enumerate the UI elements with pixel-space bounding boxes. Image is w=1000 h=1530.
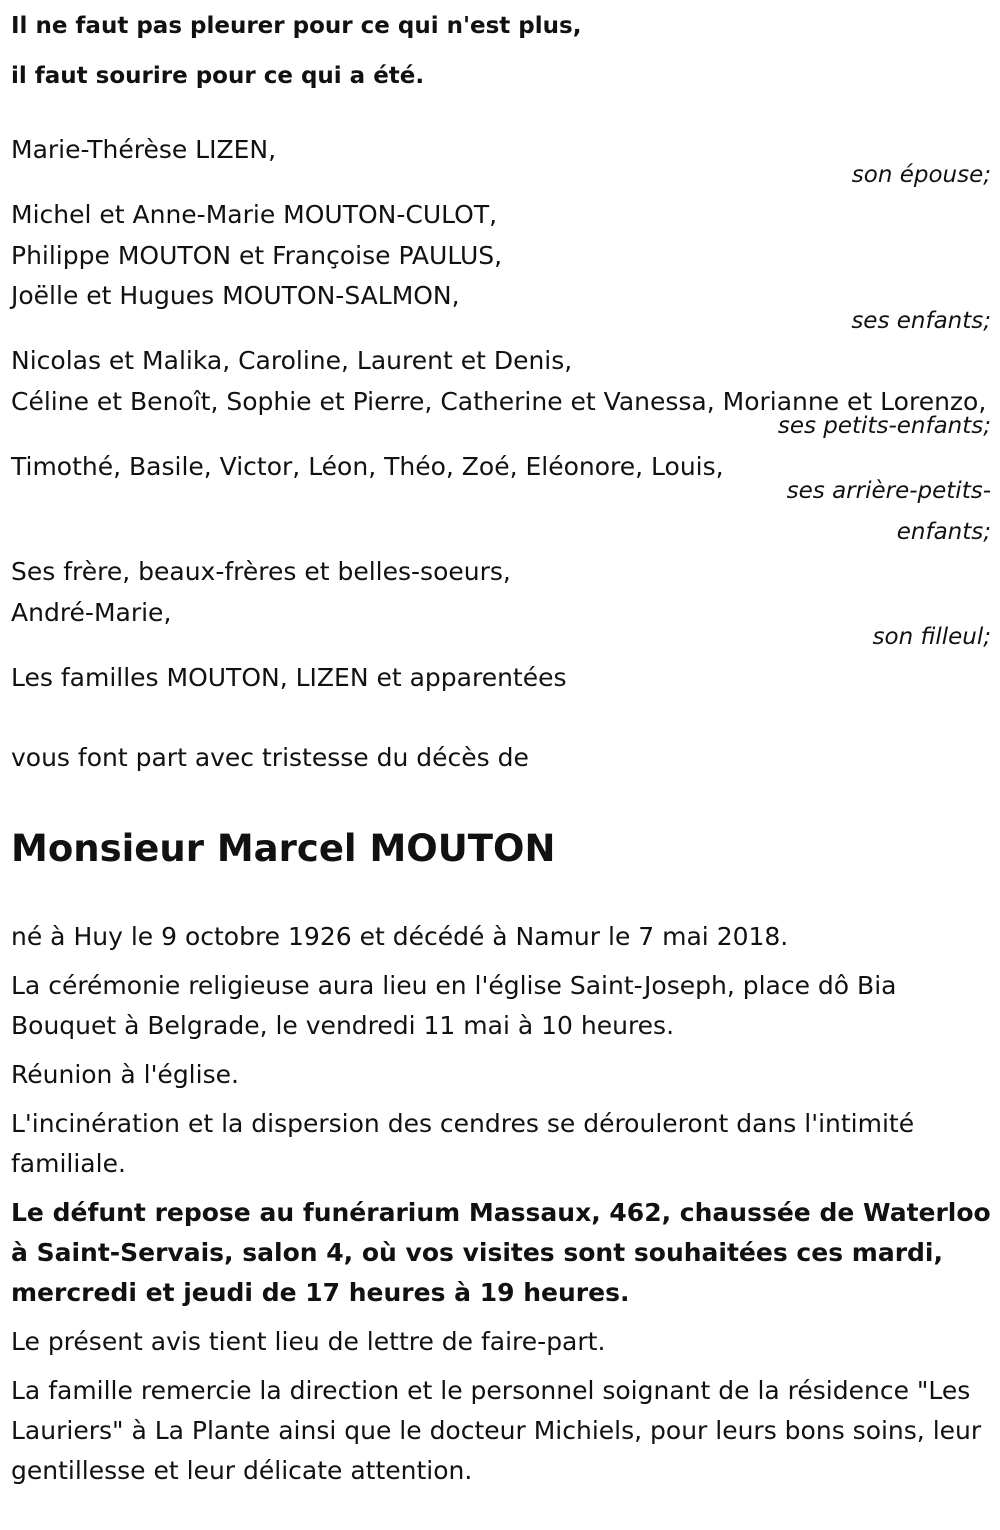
announcement-line: vous font part avec tristesse du décès de	[11, 743, 529, 772]
meeting-paragraph: Réunion à l'église.	[11, 1060, 239, 1089]
thanks-paragraph: La famille remercie la direction et le personnel soignant de la résidence "Les Lauriers" à La Plante ainsi que le docteur Michiels, pour leurs bons soins, leur gentillesse et leur délicate attention.	[11, 1376, 982, 1485]
family-role: ses petits-enfants;	[777, 413, 991, 439]
quote-line-1: Il ne faut pas pleurer pour ce qui n'est plus,	[11, 13, 582, 39]
visitation-paragraph: Le défunt repose au funérarium Massaux, 462, chaussée de Waterloo à Saint-Servais, salon 4, où vos visites sont souhaitées ces mardi, mercredi et jeudi de 17 heures à 19 heures.	[11, 1198, 991, 1307]
family-name: Philippe MOUTON et Françoise PAULUS,	[11, 240, 503, 270]
cremation-paragraph: L'incinération et la dispersion des cendres se dérouleront dans l'intimité familiale.	[11, 1109, 915, 1178]
family-name: Céline et Benoît, Sophie et Pierre, Catherine et Vanessa, Morianne et Lorenzo,	[11, 386, 987, 416]
family-group-spouse	[11, 130, 991, 195]
family-name: Michel et Anne-Marie MOUTON-CULOT,	[11, 200, 498, 229]
family-group-great-grandchildren	[11, 447, 991, 553]
family-group-siblings	[11, 552, 991, 658]
family-role: son filleul;	[872, 624, 991, 650]
families-line: Les familles MOUTON, LIZEN et apparentées	[11, 662, 567, 692]
family-group-grandchildren	[11, 341, 991, 447]
family-name: André-Marie,	[11, 597, 172, 627]
deceased-name: Monsieur Marcel MOUTON	[11, 827, 556, 870]
ceremony-paragraph: La cérémonie religieuse aura lieu en l'église Saint-Joseph, place dô Bia Bouquet à Belgrade, le vendredi 11 mai à 10 heures.	[11, 971, 897, 1040]
family-name: Nicolas et Malika, Caroline, Laurent et Denis,	[11, 346, 573, 375]
family-name: Timothé, Basile, Victor, Léon, Théo, Zoé, Eléonore, Louis,	[11, 451, 724, 481]
quote-line-2: il faut sourire pour ce qui a été.	[11, 63, 425, 89]
obituary-notice	[11, 0, 991, 1491]
family-role: son épouse;	[851, 161, 991, 188]
notice-paragraph: Le présent avis tient lieu de lettre de faire-part.	[11, 1327, 606, 1356]
family-group-children	[11, 195, 991, 341]
family-name: Ses frère, beaux-frères et belles-soeurs,	[11, 557, 511, 586]
family-name: Joëlle et Hugues MOUTON-SALMON,	[11, 281, 460, 310]
family-role: ses arrière-petits-enfants;	[786, 478, 991, 545]
birth-death-paragraph: né à Huy le 9 octobre 1926 et décédé à Namur le 7 mai 2018.	[11, 922, 789, 951]
family-role: ses enfants;	[851, 307, 991, 334]
family-name: Marie-Thérèse LIZEN,	[11, 135, 277, 164]
